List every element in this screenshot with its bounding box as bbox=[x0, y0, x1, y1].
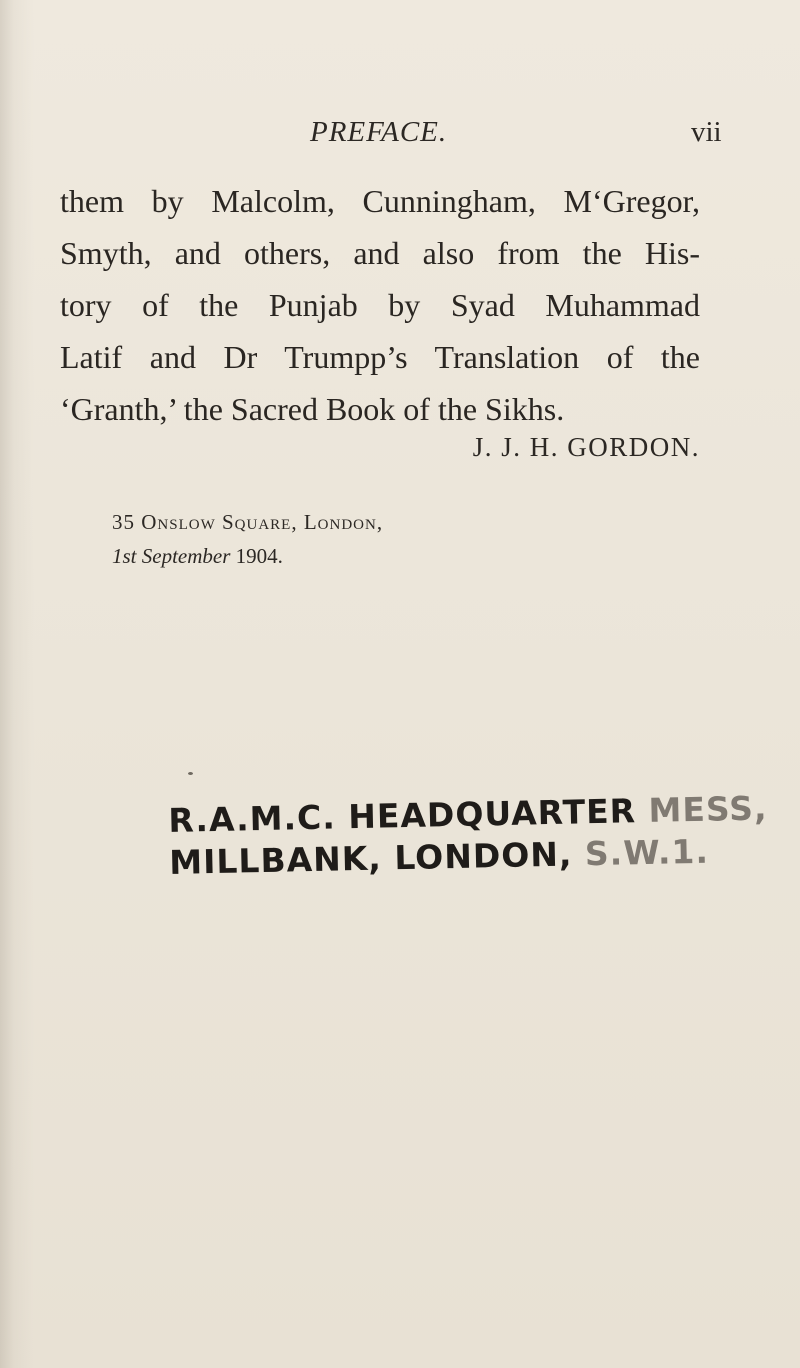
page-number: vii bbox=[691, 116, 722, 148]
paragraph-line: Smyth, and others, and also from the His- bbox=[60, 235, 700, 271]
author-signature: J. J. H. GORDON. bbox=[472, 432, 700, 462]
address-line: 35 Onslow Square, London, bbox=[112, 510, 384, 534]
paragraph-line: tory of the Punjab by Syad Muhammad bbox=[60, 287, 700, 323]
stamp-line-2-main: MILLBANK, LONDON, bbox=[168, 834, 573, 882]
paragraph-line: them by Malcolm, Cunningham, M‘Gregor, bbox=[60, 183, 700, 219]
date-year: 1904. bbox=[235, 544, 283, 568]
address-block bbox=[112, 505, 383, 573]
stamp-line-2-faint: S.W.1. bbox=[572, 831, 710, 874]
running-head bbox=[0, 116, 800, 156]
date-line bbox=[112, 539, 383, 573]
running-head-title: PREFACE. bbox=[310, 116, 448, 148]
stamp-line-1-faint: MESS, bbox=[635, 788, 768, 831]
stamp-line-1-main: R.A.M.C. HEADQUARTER bbox=[168, 791, 637, 840]
paragraph-line: ‘Granth,’ the Sacred Book of the Sikhs. bbox=[60, 391, 565, 427]
date-month: September bbox=[141, 544, 231, 568]
date-ordinal: 1st bbox=[112, 544, 137, 568]
ink-speck bbox=[188, 772, 193, 775]
preface-paragraph bbox=[60, 175, 700, 435]
library-stamp bbox=[168, 787, 769, 884]
paragraph-line: Latif and Dr Trumpp’s Translation of the bbox=[60, 339, 700, 375]
